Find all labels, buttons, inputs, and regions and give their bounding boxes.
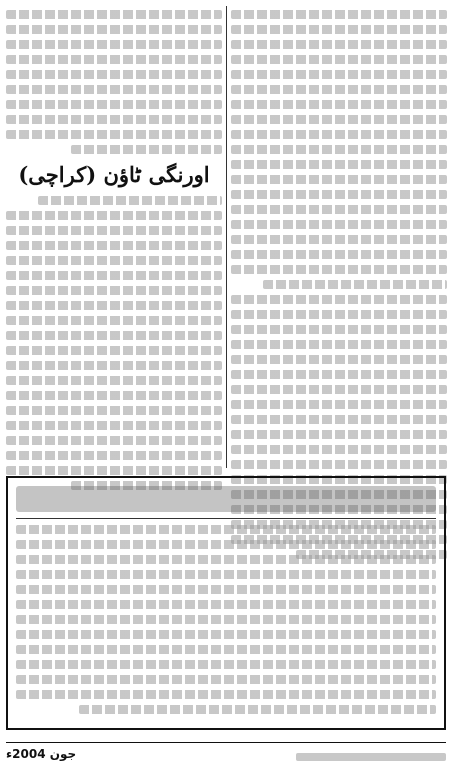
- left-column-paragraph-1: [6, 10, 222, 154]
- column-divider: [226, 6, 227, 468]
- section-heading: اورنگی ٹاؤن (کراچی): [18, 162, 210, 187]
- boxed-article: [6, 476, 446, 730]
- footer-magazine-title: [296, 753, 446, 761]
- boxed-article-rule: [16, 518, 436, 519]
- left-column: [6, 4, 222, 490]
- boxed-article-headline: [16, 486, 436, 512]
- page-footer: [6, 742, 446, 767]
- left-column-paragraph-2: [6, 196, 222, 490]
- boxed-article-body: [16, 525, 436, 714]
- footer-date: جون 2004ء: [6, 747, 77, 761]
- right-column-paragraph-1: [231, 10, 447, 289]
